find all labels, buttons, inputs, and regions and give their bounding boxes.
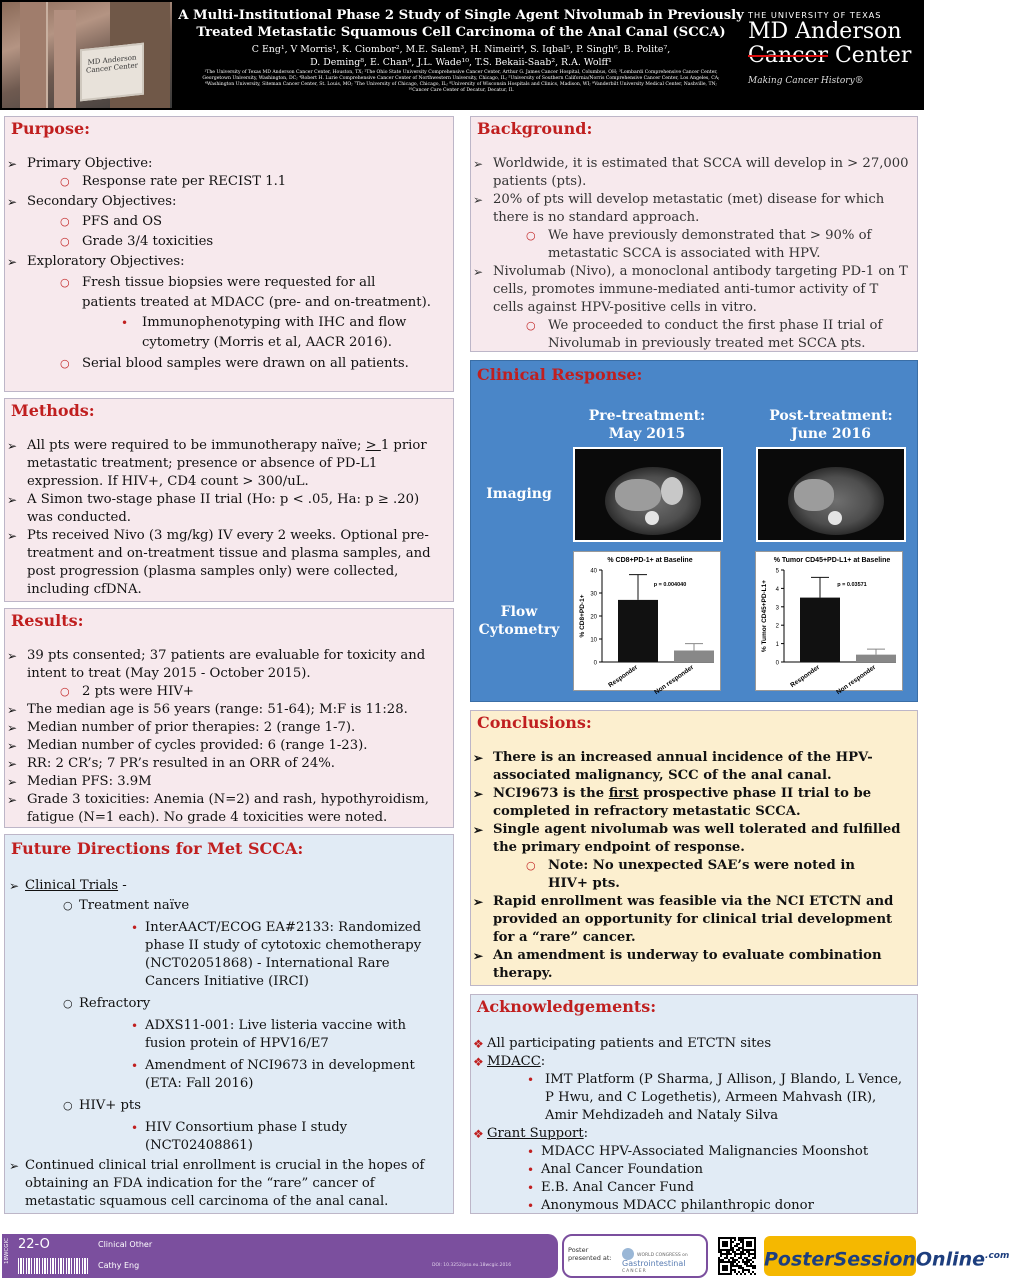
list-item: ○ PFS and OS [60,214,163,229]
list-item: ➢ There is an increased annual incidence of the HPV-associated malignancy, SCC of the anal canal. [473,750,873,783]
y-tick-label: 0 [593,660,597,667]
purpose-title: Purpose: [11,119,91,138]
list-item: ➢ Rapid enrollment was feasible via the NCI ETCTN and provided an opportunity for clinical trial development for a “rare” cancer. [473,894,894,945]
list-item: ➢ Median number of cycles provided: 6 (range 1-23). [7,738,368,753]
list-item: ➢ A Simon two-stage phase II trial (Ho: p < .05, Ha: p ≥ .20) was conducted. [7,492,420,525]
y-tick-label: 20 [590,614,597,621]
x-tick-label: Responder [607,663,640,690]
y-tick-label: 10 [590,637,597,644]
list-item: ○ We have previously demonstrated that > 90% of metastatic SCCA is associated with HPV. [526,228,872,261]
p-value-annotation: p = 0.03571 [837,582,867,588]
y-tick-label: 0 [775,660,779,667]
poster-category: Clinical Other [98,1240,153,1249]
results-title: Results: [11,611,84,630]
list-item: ➢ The median age is 56 years (range: 51-64); M:F is 11:28. [7,702,408,717]
clinical-response-title: Clinical Response: [477,365,643,384]
pre-treatment-heading: Pre-treatment: May 2015 [588,408,706,442]
photo-sign-text: MD Anderson Cancer Center [86,53,138,75]
list-item: • MDACC HPV-Associated Malignancies Moonshot [527,1144,869,1159]
list-item: ➢ Grade 3 toxicities: Anemia (N=2) and rash, hypothyroidism, fatigue (N=1 each). No grade 4 toxicities were noted. [7,792,429,825]
list-item: ➢ Median PFS: 3.9M [7,774,152,789]
list-item: ○ Refractory [63,996,151,1011]
list-item: ○ Response rate per RECIST 1.1 [60,174,287,189]
flow-cytometry-label: Flow Cytometry [478,604,560,638]
congress-code: 18WCGIC [4,1238,10,1265]
list-item: • Anal Cancer Foundation [527,1162,704,1177]
list-item: ➢ Nivolumab (Nivo), a monoclonal antibody targeting PD-1 on T cells, promotes immune-mediated anti-tumor activity of T cells against HPV-positive cells in vitro. [473,264,908,315]
ct-scan-pre-treatment [573,447,723,542]
poster-header [0,0,924,110]
list-item: • HIV Consortium phase I study (NCT02408861) [131,1120,348,1153]
x-tick-label: Responder [789,663,822,690]
list-item: ➢ Worldwide, it is estimated that SCCA will develop in > 27,000 patients (pts). [473,156,909,189]
list-item: • Amendment of NCI9673 in development (ETA: Fall 2016) [131,1058,415,1091]
list-item: ➢ An amendment is underway to evaluate combination therapy. [473,948,882,981]
y-tick-label: 40 [590,568,597,575]
acknowledgements-title: Acknowledgements: [477,997,657,1016]
cd45-pdl1-chart-svg [756,552,904,697]
list-item: ➢ 20% of pts will develop metastatic (met) disease for which there is no standard approach. [473,192,885,225]
list-item: ○ Grade 3/4 toxicities [60,234,214,249]
y-tick-label: 4 [775,586,779,593]
acknowledgements-panel [470,994,918,1214]
list-item: ➢ Clinical Trials - [9,878,127,893]
list-item: ➢ RR: 2 CR’s; 7 PR’s resulted in an ORR of 24%. [7,756,335,771]
poster-author: Cathy Eng [98,1261,140,1270]
future-title: Future Directions for Met SCCA: [11,839,304,858]
list-item: ➢ Median number of prior therapies: 2 (range 1-7). [7,720,356,735]
poster-session-online-logo[interactable]: PosterSessionOnline$^{.com}$ [764,1236,916,1276]
list-item: ➢ NCI9673 is the first prospective phase II trial to be completed in refractory metastatic SCCA. [473,786,872,819]
bar-non-responder [674,651,714,663]
building-photo [2,2,172,108]
methods-panel [4,398,454,602]
cd8-pd1-chart [573,551,721,697]
list-item: ○ HIV+ pts [63,1098,141,1113]
barcode-image [18,1258,90,1274]
x-tick-label: Non responder [835,663,878,697]
ct-scan-post-treatment [756,447,906,542]
p-value-annotation: p = 0.004040 [653,582,687,588]
list-item: • ADXS11-001: Live listeria vaccine with fusion protein of HPV16/E7 [131,1018,406,1051]
presented-at-badge: Poster presented at: WORLD CONGRESS on Gastrointestinal CANCER [562,1234,708,1278]
list-item: • Anonymous MDACC philanthropic donor [527,1198,814,1213]
list-item: ❖ All participating patients and ETCTN sites [473,1036,772,1051]
future-panel [4,834,454,1214]
bar-non-responder [856,655,896,662]
poster-doi[interactable]: DOI: 10.3252/pso.eu.18wcgic.2016 [432,1263,512,1268]
list-item: ➢ 39 pts consented; 37 patients are evaluable for toxicity and intent to treat (May 2015 - October 2015). [7,648,426,681]
list-item: • IMT Platform (P Sharma, J Allison, J Blando, L Vence, P Hwu, and C Logethetis), Armeen Mahvash (IR), Amir Mehdizadeh and Nataly Silva [527,1072,903,1123]
post-treatment-heading: Post-treatment: June 2016 [769,408,893,442]
author-list: C Eng¹, V Morris¹, K. Ciombor², M.E. Salem³, H. Nimeiri⁴, S. Iqbal⁵, P. Singh⁶, B. Polite⁷, D. Deming⁸, E. Chan⁹, J.L. Wade¹⁰, T.S. Bekaii-Saab², R.A. Wolff¹ [251,44,671,68]
list-item: ➢ Secondary Objectives: [7,194,177,209]
list-item: ❖ MDACC: [473,1054,546,1069]
conclusions-title: Conclusions: [477,713,592,732]
list-item: ○ Treatment naïve [63,898,190,913]
poster-meta-bar [94,1234,558,1278]
results-panel [4,608,454,828]
y-tick-label: 5 [775,568,779,575]
list-item: ➢ All pts were required to be immunotherapy naïve; > 1 prior metastatic treatment; presence or absence of PD-L1 expression. If HIV+, CD4 count > 300/uL. [7,438,427,489]
y-tick-label: 3 [775,605,779,612]
poster-code-block [2,1234,94,1278]
md-anderson-logo: THE UNIVERSITY OF TEXAS MD Anderson Cancer Center Making Cancer History® [748,10,912,86]
list-item: ➢ Single agent nivolumab was well tolerated and fulfilled the primary endpoint of response. [473,822,901,855]
y-tick-label: 1 [775,642,779,649]
list-item: ○ Fresh tissue biopsies were requested for all patients treated at MDACC (pre- and on-treatment). [60,275,431,310]
list-item: ❖ Grant Support: [473,1126,589,1141]
bar-responder [800,598,840,662]
poster-title: A Multi-Institutional Phase 2 Study of Single Agent Nivolumab in Previously Treated Metastatic Squamous Cell Carcinoma of the Anal Canal (SCCA) [178,8,744,40]
purpose-panel [4,116,454,392]
list-item: ➢ Continued clinical trial enrollment is crucial in the hopes of obtaining an FDA indication for the “rare” cancer of metastatic squamous cell carcinoma of the anal canal. [9,1158,425,1209]
qr-code[interactable] [716,1234,758,1278]
list-item: • Immunophenotyping with IHC and flow cytometry (Morris et al, AACR 2016). [121,315,407,350]
list-item: ○ Serial blood samples were drawn on all patients. [60,356,409,371]
affiliations: ¹The University of Texas MD Anderson Cancer Center, Houston, TX; ²The Ohio State University Comprehensive Cancer Center, Arthur G. James Cancer Hospital, Columbus, OH; ³Lombardi Comprehensive Cancer Center, Georgetown University, Washington, DC; ⁴Robert H. Lurie Comprehensive Cancer Center of Northwestern University, Chicago, IL; ⁵University of Southern California/Norris Comprehensive Cancer Center, Los Angeles, CA; ⁶Washington University, Siteman Cancer Center, St. Louis, MO; ⁷The University of Chicago, Chicago, IL; ⁸University of Wisconsin Hospitals and Clinics, Madison, WI; ⁹Vanderbilt University Medical Center, Nashville, TN; ¹⁰Cancer Care Center of Decatur, Decatur, IL [202,70,720,93]
background-title: Background: [477,119,593,138]
poster-number: 22-O [18,1237,50,1252]
list-item: • InterAACT/ECOG EA#2133: Randomized phase II study of cytotoxic chemotherapy (NCT02051868) - International Rare Cancers Initiative (IRCI) [131,920,422,989]
poster-footer [0,1232,1009,1280]
background-panel [470,116,918,352]
list-item: • E.B. Anal Cancer Fund [527,1180,694,1195]
conclusions-panel [470,710,918,986]
x-tick-label: Non responder [653,663,696,697]
list-item: ➢ Primary Objective: [7,156,153,171]
y-tick-label: 30 [590,591,597,598]
chart-title: % Tumor CD45+PD-L1+ at Baseline [773,557,891,564]
list-item: ○ 2 pts were HIV+ [60,684,194,699]
y-tick-label: 2 [775,623,779,630]
imaging-label: Imaging [486,486,552,502]
y-axis-label: % Tumor CD45+PD-L1+ [761,579,768,653]
methods-title: Methods: [11,401,95,420]
list-item: ➢ Exploratory Objectives: [7,254,185,269]
y-axis-label: % CD8+PD-1+ [579,594,586,638]
list-item: ➢ Pts received Nivo (3 mg/kg) IV every 2 weeks. Optional pre-treatment and on-treatment tissue and plasma samples, and post progression (plasma samples only) were collected, including cfDNA. [7,528,431,597]
list-item: ○ We proceeded to conduct the first phase II trial of Nivolumab in previously treated met SCCA pts. [526,318,883,351]
list-item: ○ Note: No unexpected SAE’s were noted in HIV+ pts. [526,858,855,891]
cd8-pd1-chart-svg [574,552,722,697]
chart-title: % CD8+PD-1+ at Baseline [607,557,693,564]
clinical-response-panel [470,360,918,702]
qr-code-graphic [716,1234,758,1278]
cd45-pdl1-chart [755,551,903,697]
bar-responder [618,600,658,662]
gi-congress-logo: WORLD CONGRESS on Gastrointestinal CANCER [622,1248,688,1276]
